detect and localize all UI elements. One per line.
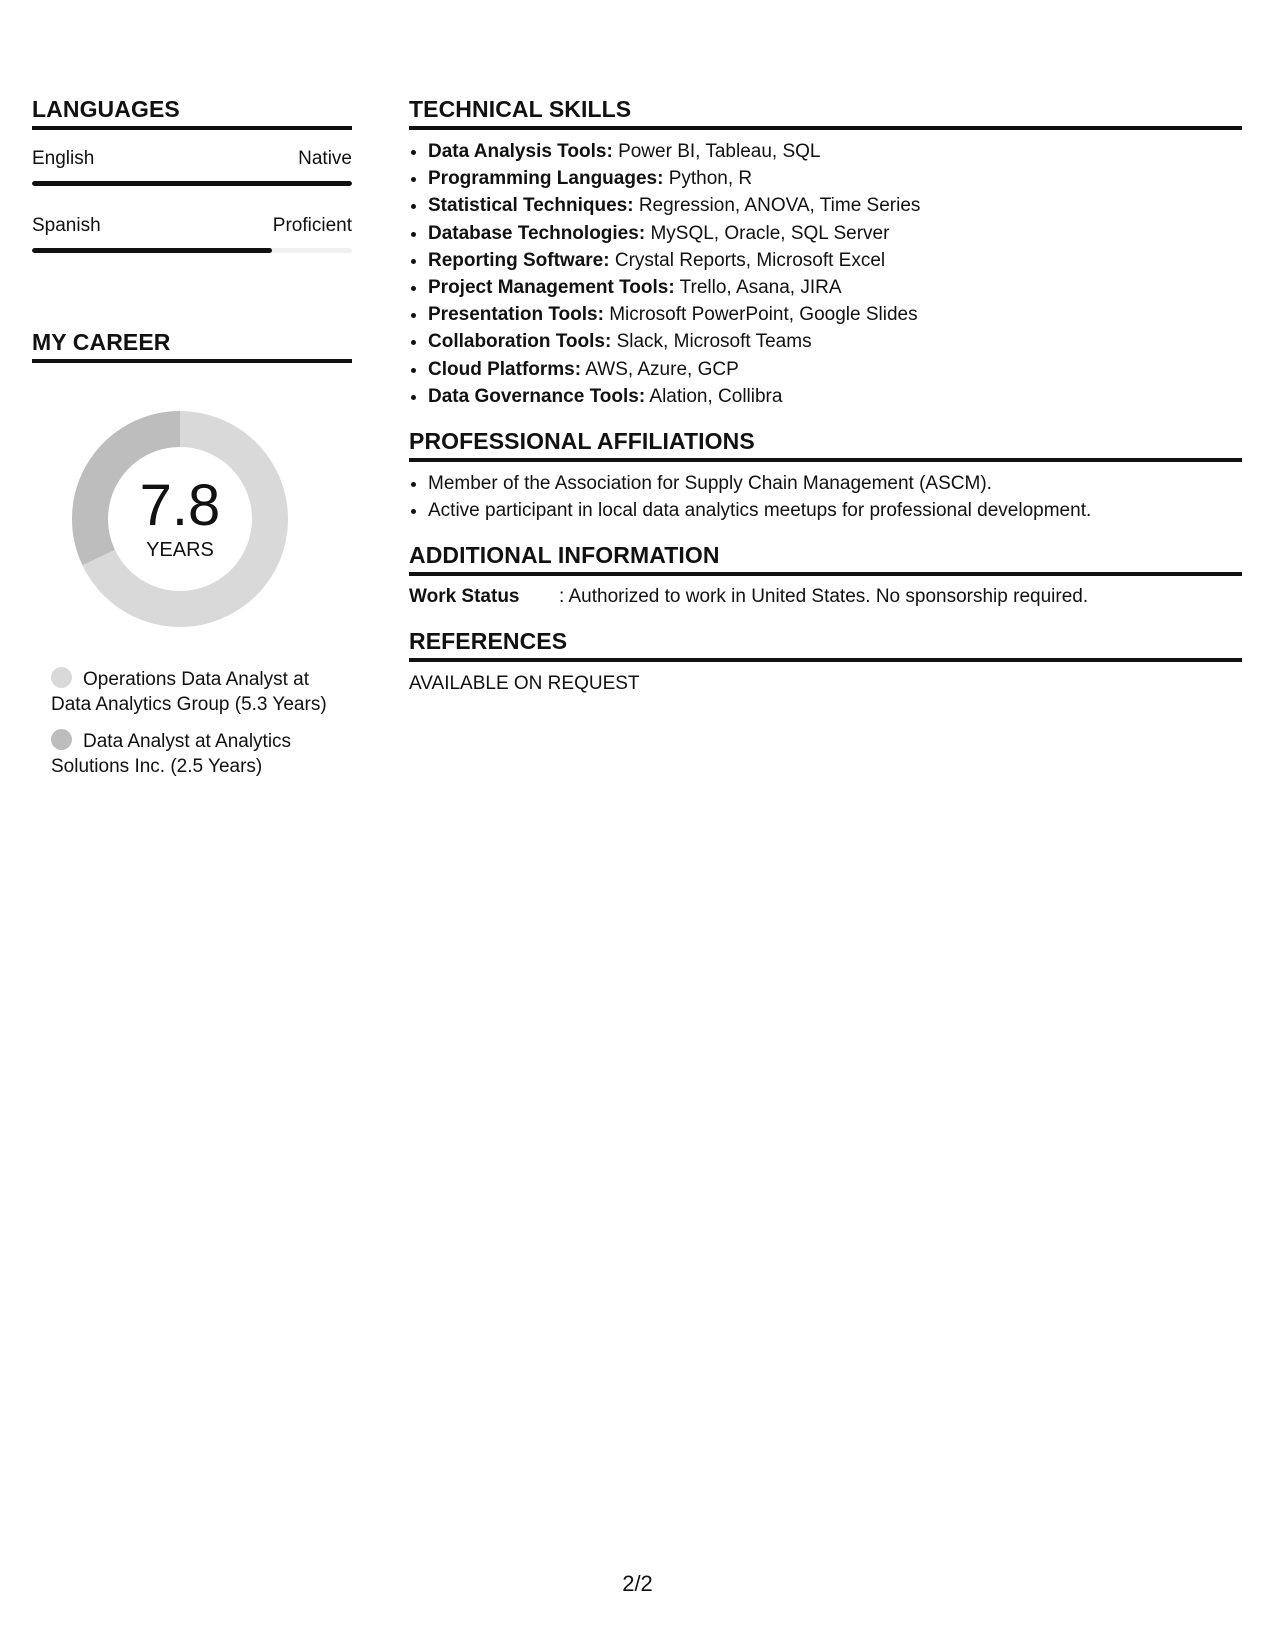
left-column [32, 92, 352, 791]
language-level: Proficient [272, 215, 352, 236]
legend-dot-icon [51, 729, 72, 750]
affiliations-list [409, 470, 1242, 524]
list-item [428, 192, 1242, 219]
skill-value: AWS, Azure, GCP [585, 358, 739, 380]
career-legend-item [51, 667, 341, 717]
career-total-years: 7.8 [139, 473, 221, 538]
list-item: • Member of the Association for Supply Chain Management (ASCM). [428, 470, 1242, 497]
list-item [428, 301, 1242, 328]
list-item [428, 138, 1242, 165]
skill-value: Crystal Reports, Microsoft Excel [614, 249, 886, 271]
language-name: Spanish [32, 215, 101, 236]
additional-info-heading: ADDITIONAL INFORMATION [409, 538, 1242, 576]
page-number: 2/2 [622, 1571, 653, 1596]
languages-section [32, 92, 352, 253]
additional-info-section [409, 538, 1242, 610]
technical-skills-section [409, 92, 1242, 410]
language-item-english [32, 147, 352, 186]
skill-label: Database Technologies: [428, 222, 646, 244]
technical-skills-list [409, 138, 1242, 410]
languages-heading: LANGUAGES [32, 92, 352, 130]
skill-label: Reporting Software: [428, 249, 610, 271]
skill-label: Project Management Tools: [428, 277, 675, 299]
skill-value: Slack, Microsoft Teams [616, 331, 812, 353]
language-level: Native [298, 148, 352, 169]
donut-center [66, 405, 294, 633]
language-row [32, 214, 352, 238]
references-text: AVAILABLE ON REQUEST [409, 673, 640, 695]
career-donut-chart [66, 405, 294, 633]
career-section [32, 325, 352, 779]
language-name: English [32, 148, 95, 169]
list-item [428, 328, 1242, 355]
career-legend [51, 667, 341, 779]
skill-value: Trello, Asana, JIRA [679, 277, 842, 299]
skill-label: Collaboration Tools: [428, 331, 612, 353]
career-heading: MY CAREER [32, 325, 352, 363]
legend-dot-icon [51, 667, 72, 688]
skill-label: Statistical Techniques: [428, 195, 634, 217]
career-role-label: Data Analyst at Analytics Solutions Inc. (2.5 Years) [51, 731, 292, 777]
career-role-label: Operations Data Analyst at Data Analytics Group (5.3 Years) [51, 669, 327, 715]
list-item [428, 220, 1242, 247]
language-item-spanish [32, 214, 352, 253]
references-heading: REFERENCES [409, 624, 1242, 662]
work-status-row [409, 583, 1242, 610]
language-proficiency-fill [32, 181, 352, 186]
list-item: • Active participant in local data analytics meetups for professional development. [428, 497, 1242, 524]
skill-label: Programming Languages: [428, 168, 664, 190]
skill-label: Data Analysis Tools: [428, 141, 613, 162]
language-proficiency-bar [32, 181, 352, 186]
list-item [428, 274, 1242, 301]
work-status-value: : Authorized to work in United States. No sponsorship required. [559, 586, 1089, 608]
language-proficiency-bar [32, 248, 352, 253]
references-section [409, 624, 1242, 697]
list-item [428, 356, 1242, 383]
language-row [32, 147, 352, 171]
career-legend-item [51, 729, 341, 779]
list-item [428, 165, 1242, 192]
skill-value: MySQL, Oracle, SQL Server [650, 222, 890, 244]
skill-value: Alation, Collibra [649, 385, 783, 407]
list-item [428, 383, 1242, 410]
skill-label: Data Governance Tools: [428, 385, 646, 407]
skill-label: Cloud Platforms: [428, 358, 582, 380]
work-status-label: Work Status [409, 586, 520, 608]
skill-value: Regression, ANOVA, Time Series [638, 195, 921, 217]
technical-skills-heading: TECHNICAL SKILLS [409, 92, 1242, 130]
career-years-unit: YEARS [146, 539, 214, 561]
list-item [428, 247, 1242, 274]
right-column [409, 92, 1242, 697]
skill-value: Power BI, Tableau, SQL [618, 141, 821, 162]
affiliations-heading: PROFESSIONAL AFFILIATIONS [409, 424, 1242, 462]
skill-label: Presentation Tools: [428, 304, 604, 326]
language-proficiency-fill [32, 248, 272, 253]
skill-value: Microsoft PowerPoint, Google Slides [609, 304, 918, 326]
skill-value: Python, R [668, 168, 753, 190]
affiliations-section [409, 424, 1242, 524]
